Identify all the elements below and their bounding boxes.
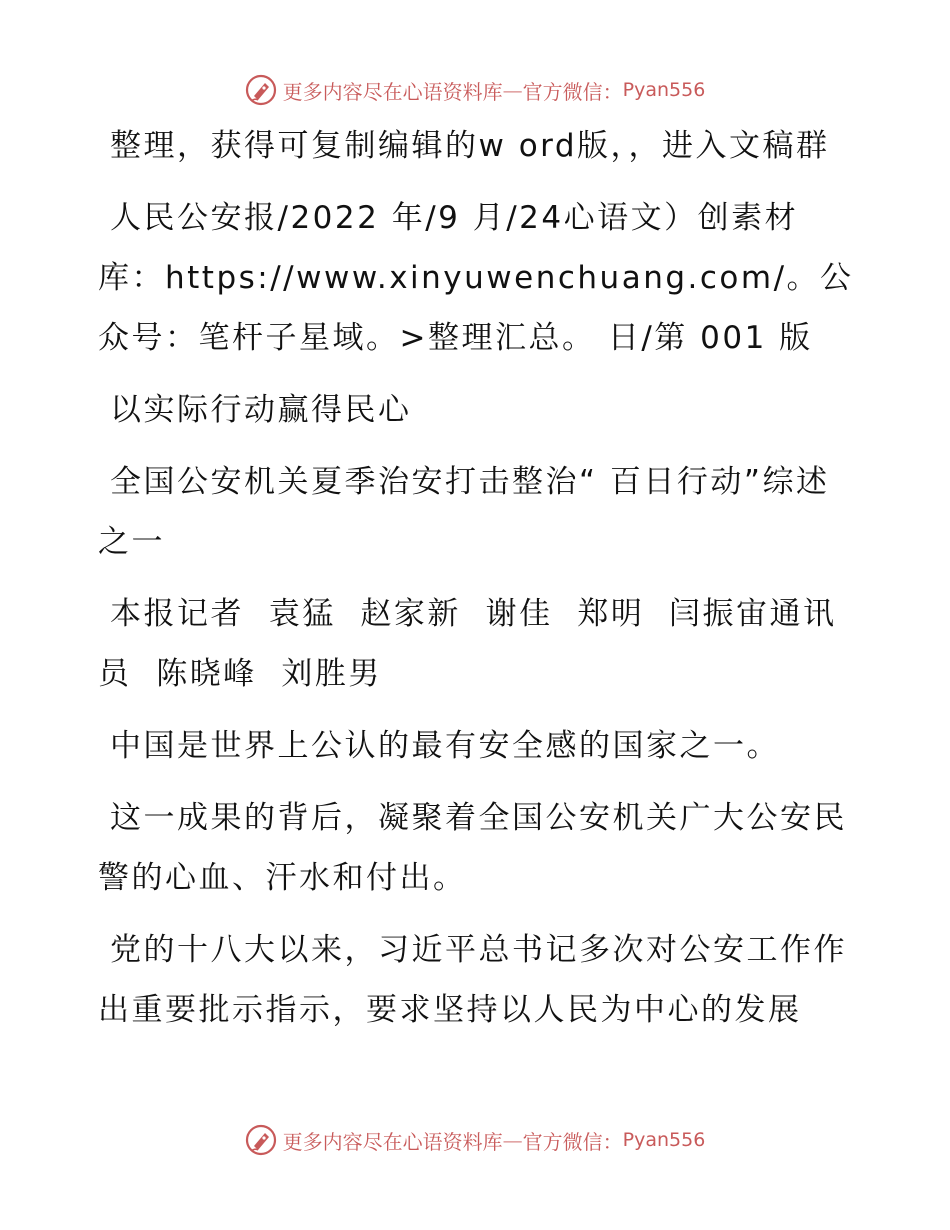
banner-separator: — [502, 1128, 523, 1152]
banner-wechat-label: 官方微信： [522, 1129, 623, 1154]
banner-handle: Pyan556 [622, 1129, 706, 1151]
article-subtitle: 全国公安机关夏季治安打击整治“ 百日行动”综述之一 [98, 464, 830, 560]
banner-wechat-label: 官方微信： [522, 79, 623, 104]
pen-nib-logo-icon [245, 1124, 277, 1156]
article-title: 以实际行动赢得民心 [110, 392, 412, 428]
banner-main-text: 更多内容尽在心语资料库 [282, 79, 503, 104]
header-banner [0, 70, 950, 110]
document-body [98, 116, 858, 1052]
byline: 本报记者 袁猛 赵家新 谢佳 郑明 闫振宙通讯员 陈晓峰 刘胜男 [98, 596, 837, 692]
banner-main-text: 更多内容尽在心语资料库 [282, 1129, 503, 1154]
paragraph: 这一成果的背后，凝聚着全国公安机关广大公安民警的心血、汗水和付出。 [98, 800, 847, 896]
paragraph: 中国是世界上公认的最有安全感的国家之一。 [110, 728, 780, 764]
pen-nib-logo-icon [245, 74, 277, 106]
paragraph: 党的十八大以来，习近平总书记多次对公安工作作出重要批示指示，要求坚持以人民为中心的发展 [98, 932, 847, 1028]
banner-handle: Pyan556 [622, 79, 706, 101]
footer-banner [0, 1120, 950, 1160]
paragraph: 人民公安报/2022 年/9 月/24心语文）创素材库：https://www.xinyuwenchuang.com/。公众号：笔杆子星域。>整理汇总。 日/第 001 版 [98, 200, 854, 356]
banner-separator: — [502, 78, 523, 102]
paragraph: 整理，获得可复制编辑的w ord版，，进入文稿群 [110, 128, 830, 164]
